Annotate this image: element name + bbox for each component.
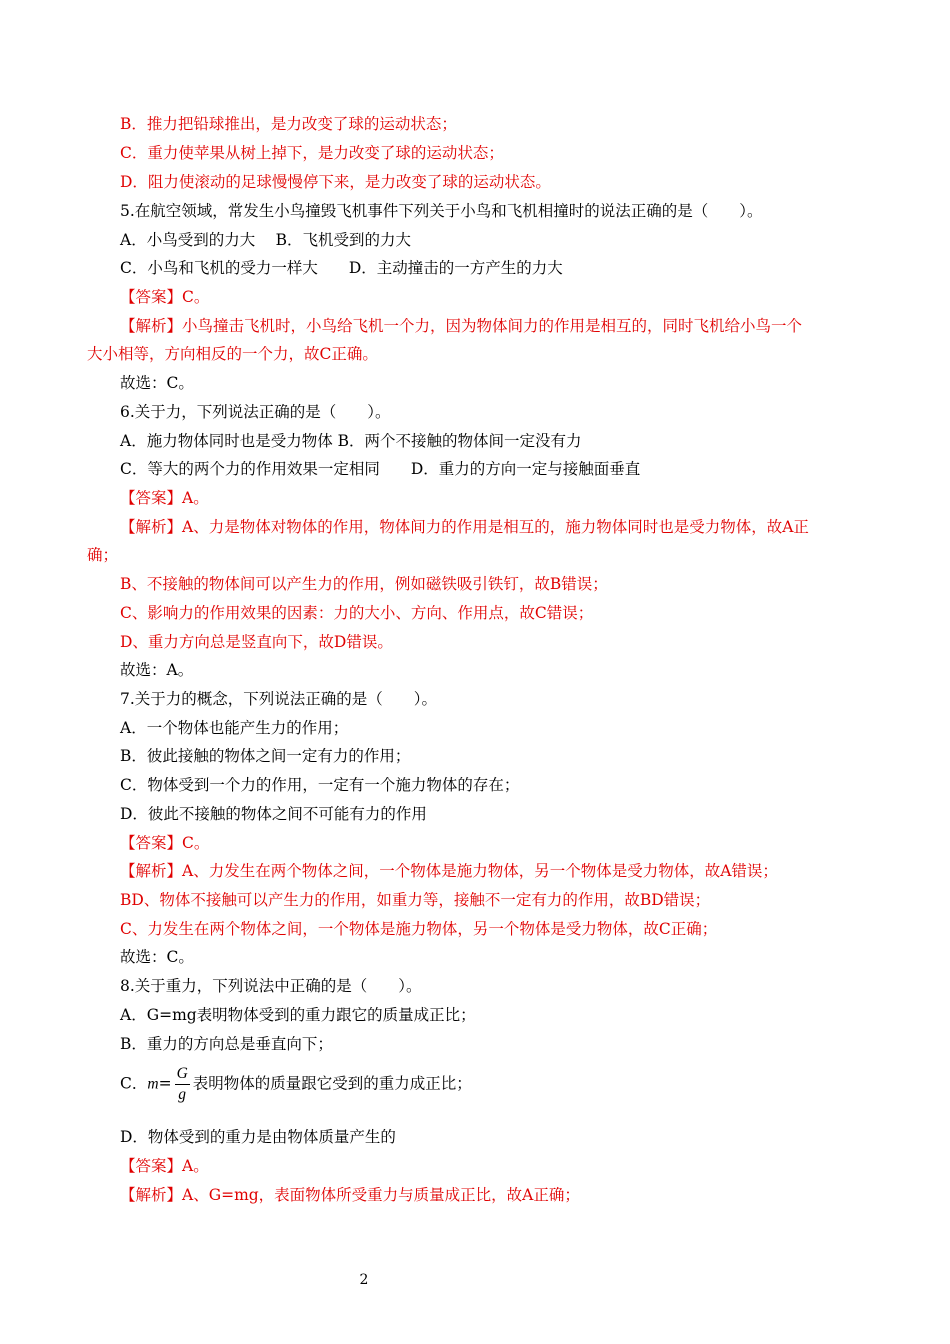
- q8-option-c: [120, 1064, 472, 1105]
- q7-analysis-line3: C、力发生在两个物体之间，一个物体是施力物体，另一个物体是受力物体，故C正确；: [120, 920, 718, 938]
- q5-choose: 故选：C。: [120, 374, 194, 392]
- q7-answer: 【答案】C。: [120, 834, 210, 852]
- q6-analysis-line1: 【解析】A、力是物体对物体的作用，物体间力的作用是相互的，施力物体同时也是受力物体，故A正: [120, 518, 809, 536]
- q8-option-b: B．重力的方向总是垂直向下；: [120, 1035, 333, 1053]
- q6-stem: 6.关于力，下列说法正确的是（ ）。: [120, 403, 391, 421]
- q7-option-d: D．彼此不接触的物体之间不可能有力的作用: [120, 805, 427, 823]
- q5-analysis-line2: 大小相等，方向相反的一个力，故C正确。: [87, 345, 378, 363]
- q8-stem: 8.关于重力，下列说法中正确的是（ ）。: [120, 977, 422, 995]
- q6-answer: 【答案】A。: [120, 489, 209, 507]
- q5-stem: 5.在航空领域，常发生小鸟撞毁飞机事件下列关于小鸟和飞机相撞时的说法正确的是（ ）。: [120, 202, 763, 220]
- q8-formula-numerator: G: [175, 1064, 190, 1085]
- q7-choose: 故选：C。: [120, 948, 194, 966]
- q5-answer: 【答案】C。: [120, 288, 210, 306]
- q7-option-a: A．一个物体也能产生力的作用；: [120, 719, 349, 737]
- q8-formula-m: m: [147, 1075, 159, 1093]
- q8-formula-eq: =: [158, 1074, 172, 1093]
- q6-analysis-line3: B、不接触的物体间可以产生力的作用，例如磁铁吸引铁钉，故B错误；: [120, 575, 608, 593]
- q7-stem: 7.关于力的概念，下列说法正确的是（ ）。: [120, 690, 438, 708]
- q8-option-c-label: C．: [120, 1074, 148, 1093]
- q6-options-row2: C．等大的两个力的作用效果一定相同 D．重力的方向一定与接触面垂直: [120, 460, 641, 478]
- q7-analysis-line2: BD、物体不接触可以产生力的作用，如重力等，接触不一定有力的作用，故BD错误；: [120, 891, 711, 909]
- q6-choose: 故选：A。: [120, 661, 194, 679]
- q5-options-row2: C．小鸟和飞机的受力一样大 D．主动撞击的一方产生的力大: [120, 259, 563, 277]
- q6-analysis-line5: D、重力方向总是竖直向下，故D错误。: [120, 633, 393, 651]
- q8-option-c-text: 表明物体的质量跟它受到的重力成正比；: [192, 1074, 472, 1093]
- q7-analysis-line1: 【解析】A、力发生在两个物体之间，一个物体是施力物体，另一个物体是受力物体，故A错误；: [120, 862, 778, 880]
- q6-analysis-line2: 确；: [87, 546, 119, 564]
- q5-analysis-line1: 【解析】小鸟撞击飞机时，小鸟给飞机一个力，因为物体间力的作用是相互的，同时飞机给小鸟一个: [120, 317, 803, 335]
- q8-option-d: D．物体受到的重力是由物体质量产生的: [120, 1128, 396, 1146]
- q8-answer: 【答案】A。: [120, 1157, 209, 1175]
- q6-options-row1: A．施力物体同时也是受力物体 B．两个不接触的物体间一定没有力: [120, 432, 582, 450]
- page-number: 2: [359, 1272, 369, 1288]
- q8-formula-denominator: g: [178, 1086, 187, 1103]
- q4-option-b: B．推力把铅球推出，是力改变了球的运动状态；: [120, 115, 457, 133]
- q4-option-c: C．重力使苹果从树上掉下，是力改变了球的运动状态；: [120, 144, 504, 162]
- q8-analysis-line1: 【解析】A、G=mg，表面物体所受重力与质量成正比，故A正确；: [120, 1186, 580, 1204]
- q4-option-d: D．阻力使滚动的足球慢慢停下来，是力改变了球的运动状态。: [120, 173, 551, 191]
- q7-option-b: B．彼此接触的物体之间一定有力的作用；: [120, 747, 411, 765]
- q8-formula-fraction: [175, 1064, 190, 1105]
- q7-option-c: C．物体受到一个力的作用，一定有一个施力物体的存在；: [120, 776, 520, 794]
- q6-analysis-line4: C、影响力的作用效果的因素：力的大小、方向、作用点，故C错误；: [120, 604, 594, 622]
- q5-options-row1: A．小鸟受到的力大 B．飞机受到的力大: [120, 231, 412, 249]
- q8-option-a: A．G=mg表明物体受到的重力跟它的质量成正比；: [120, 1006, 476, 1024]
